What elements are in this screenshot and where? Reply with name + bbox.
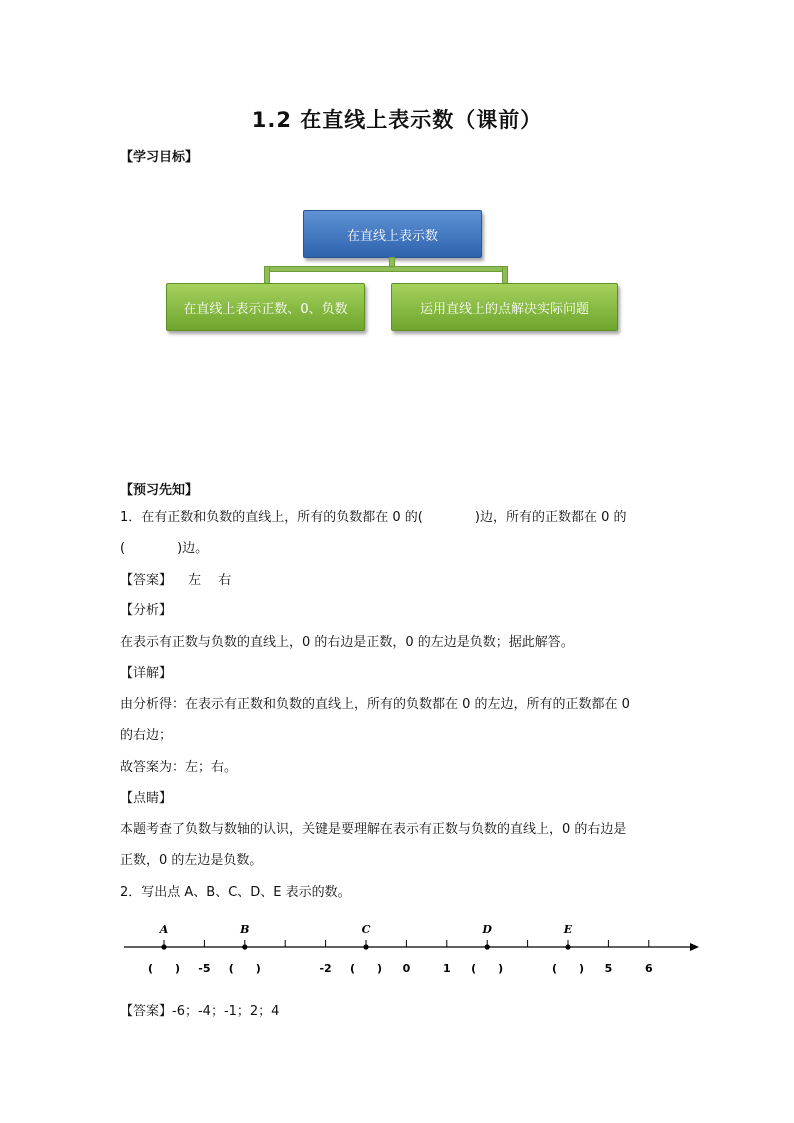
number-line-arrow (690, 943, 699, 951)
number-line-tick-label: 1 (442, 962, 451, 975)
number-line-tick-label: 5 (604, 962, 613, 975)
comment-line-2: 正数，0 的左边是负数。 (120, 853, 263, 868)
number-line-point-label: B (240, 923, 250, 936)
question-2-text: 2．写出点 A、B、C、D、E 表示的数。 (120, 885, 351, 900)
number-line-tick-label: ( ) (228, 962, 261, 975)
answer-label: 【答案】 (120, 1004, 173, 1019)
section-preview: 【预习先知】 (120, 483, 199, 498)
number-line-tick-label: ( ) (349, 962, 383, 975)
question-1-answer (120, 571, 231, 591)
detail-label: 【详解】 (120, 666, 173, 681)
number-line-tick-label: 6 (644, 962, 653, 975)
detail-line-1: 由分析得：在表示有正数和负数的直线上，所有的负数都在 0 的左边，所有的正数都在 0 (120, 697, 630, 712)
number-line-tick-label: 0 (402, 962, 411, 975)
number-line-point (565, 944, 570, 949)
diagram-left-box: 在直线上表示正数、0、负数 (166, 283, 365, 331)
number-line-point-label: A (159, 923, 169, 936)
detail-line-3: 故答案为：左；右。 (120, 760, 238, 775)
number-line-tick-label: ( ) (147, 962, 181, 975)
diagram-connector-bar (264, 266, 508, 272)
answer-value: -6；-4；-1；2；4 (172, 1004, 280, 1019)
number-line (0, 915, 794, 985)
question-1-line-2: ( )边。 (120, 541, 209, 556)
number-line-point-label: C (361, 923, 371, 936)
number-line-point-label: E (563, 923, 573, 936)
section-learning-goals: 【学习目标】 (120, 150, 199, 165)
number-line-point (161, 944, 166, 949)
answer-value: 左 右 (188, 573, 232, 588)
number-line-point-label: D (482, 923, 492, 936)
number-line-tick-label: -5 (198, 962, 211, 975)
page-title: 1.2 在直线上表示数（课前） (251, 108, 543, 132)
diagram-right-box: 运用直线上的点解决实际问题 (391, 283, 618, 331)
number-line-point (485, 944, 490, 949)
question-2-answer (120, 1002, 279, 1022)
number-line-tick-label: ( ) (551, 962, 585, 975)
number-line-tick-label: -2 (319, 962, 332, 975)
question-1-line-1: 1．在有正数和负数的直线上，所有的负数都在 0 的( )边，所有的正数都在 0 的 (120, 510, 627, 525)
analysis-text: 在表示有正数与负数的直线上，0 的右边是正数，0 的左边是负数；据此解答。 (120, 635, 574, 650)
analysis-label: 【分析】 (120, 603, 173, 618)
answer-label: 【答案】 (120, 573, 173, 588)
comment-label: 【点睛】 (120, 791, 173, 806)
comment-line-1: 本题考查了负数与数轴的认识，关键是要理解在表示有正数与负数的直线上，0 的右边是 (120, 822, 627, 837)
number-line-tick-label: ( ) (471, 962, 504, 975)
diagram-root-box: 在直线上表示数 (303, 210, 482, 258)
number-line-point (242, 944, 247, 949)
detail-line-2: 的右边； (120, 728, 173, 743)
number-line-point (363, 944, 368, 949)
